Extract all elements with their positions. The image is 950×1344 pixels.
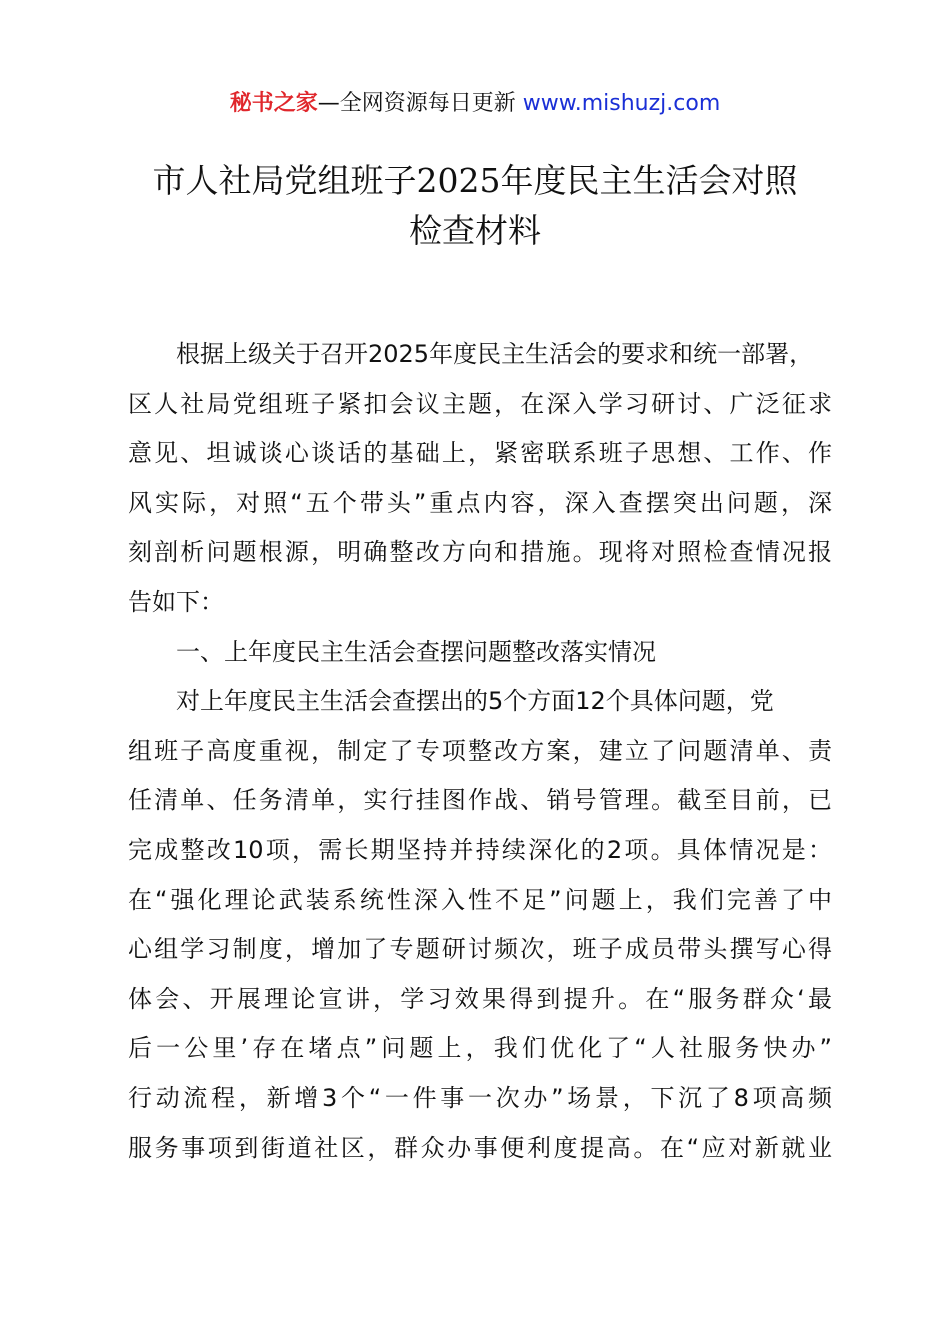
document-title [100, 156, 850, 256]
brand-name: 秘书之家 [229, 91, 318, 116]
body-line: 在“强化理论武装系统性深入性不足”问题上，我们完善了中 [128, 885, 832, 914]
header-tagline: 全网资源每日更新 [339, 91, 523, 116]
header-dash: — [317, 91, 340, 116]
body-line: 完成整改10项，需长期坚持并持续深化的2项。具体情况是： [128, 835, 832, 864]
body-line: 服务事项到街道社区，群众办事便利度提高。在“应对新就业 [128, 1133, 832, 1162]
body-line: 风实际，对照“五个带头”重点内容，深入查摆突出问题，深 [128, 488, 832, 517]
body-line: 体会、开展理论宣讲，学习效果得到提升。在“服务群众‘最 [128, 984, 832, 1013]
site-url-link[interactable]: www.mishuzj.com [522, 91, 721, 116]
body-line: 意见、坦诚谈心谈话的基础上，紧密联系班子思想、工作、作 [128, 439, 832, 468]
body-line: 心组学习制度，增加了专题研讨频次，班子成员带头撰写心得 [128, 935, 832, 964]
title-line-1: 市人社局党组班子2025年度民主生活会对照 [152, 161, 798, 200]
body-line: 区人社局党组班子紧扣会议主题，在深入学习研讨、广泛征求 [128, 389, 832, 418]
body-line: 刻剖析问题根源，明确整改方向和措施。现将对照检查情况报 [128, 538, 832, 567]
body-line: 根据上级关于召开2025年度民主生活会的要求和统一部署， [176, 340, 814, 368]
title-line-2: 检查材料 [409, 211, 541, 250]
body-line: 行动流程，新增3个“一件事一次办”场景，下沉了8项高频 [128, 1083, 832, 1112]
site-header [0, 88, 950, 120]
body-line: 任清单、任务清单，实行挂图作战、销号管理。截至目前，已 [128, 786, 832, 815]
section-heading: 一、上年度民主生活会查摆问题整改落实情况 [176, 637, 656, 666]
body-line: 告如下： [128, 587, 224, 616]
document-body [128, 330, 832, 1173]
body-line: 对上年度民主生活会查摆出的5个方面12个具体问题，党 [176, 687, 774, 716]
body-line: 后一公里’存在堵点”问题上，我们优化了“人社服务快办” [128, 1034, 832, 1063]
body-line: 组班子高度重视，制定了专项整改方案，建立了问题清单、责 [128, 736, 832, 765]
